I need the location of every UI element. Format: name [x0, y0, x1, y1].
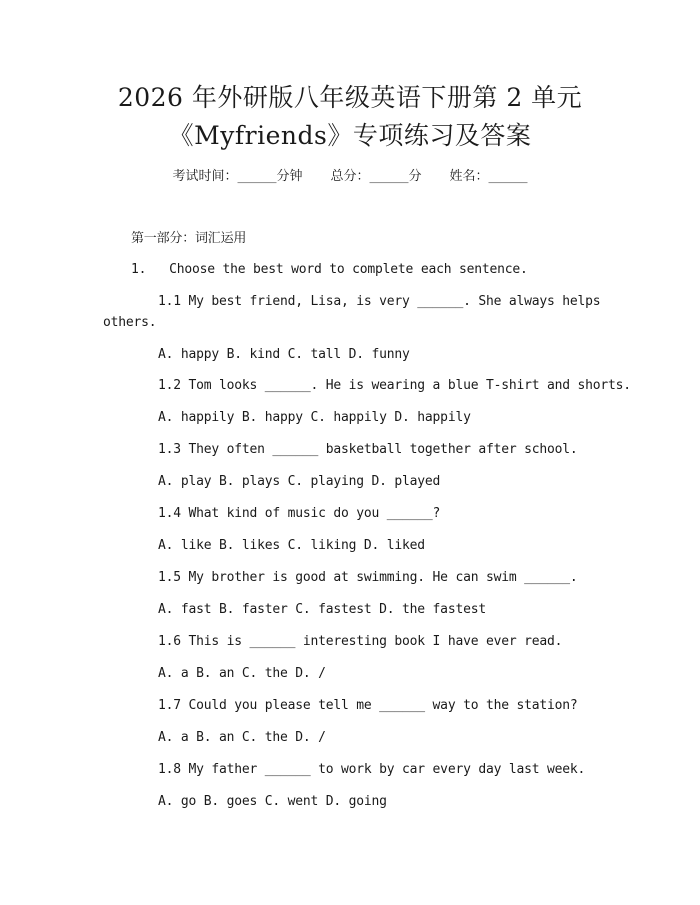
- question-1-1-line2: others.: [103, 315, 157, 330]
- exam-score-field: 总分：______分: [330, 169, 422, 184]
- question-1-6-options: A. a B. an C. the D. /: [158, 666, 326, 681]
- question-1-6: 1.6 This is ______ interesting book I have ever read.: [158, 634, 563, 649]
- question-1-8: 1.8 My father ______ to work by car every day last week.: [158, 762, 586, 777]
- question-1-3-options: A. play B. plays C. playing D. played: [158, 474, 441, 489]
- exam-time-field: 考试时间：______分钟: [172, 169, 303, 184]
- document-title-line1: 2026 年外研版八年级英语下册第 2 单元: [117, 83, 583, 112]
- question-1-2: 1.2 Tom looks ______. He is wearing a blue T-shirt and shorts.: [158, 378, 631, 393]
- question-1-instruction: 1. Choose the best word to complete each sentence.: [131, 262, 528, 277]
- question-1-8-options: A. go B. goes C. went D. going: [158, 794, 387, 809]
- question-1-1-line1: 1.1 My best friend, Lisa, is very ______. She always helps: [158, 294, 601, 309]
- exam-meta: [0, 168, 700, 186]
- question-1-7: 1.7 Could you please tell me ______ way to the station?: [158, 698, 578, 713]
- question-1-2-options: A. happily B. happy C. happily D. happily: [158, 410, 471, 425]
- question-1-5: 1.5 My brother is good at swimming. He can swim ______.: [158, 570, 578, 585]
- question-1-7-options: A. a B. an C. the D. /: [158, 730, 326, 745]
- question-1-3: 1.3 They often ______ basketball together after school.: [158, 442, 578, 457]
- question-1-5-options: A. fast B. faster C. fastest D. the fastest: [158, 602, 486, 617]
- question-1-1-options: A. happy B. kind C. tall D. funny: [158, 347, 410, 362]
- exam-name-field: 姓名：______: [449, 169, 528, 184]
- section-heading: 第一部分：词汇运用: [131, 231, 247, 246]
- document-title-line2: 《Myfriends》专项练习及答案: [168, 121, 532, 150]
- question-1-4-options: A. like B. likes C. liking D. liked: [158, 538, 425, 553]
- question-1-4: 1.4 What kind of music do you ______?: [158, 506, 441, 521]
